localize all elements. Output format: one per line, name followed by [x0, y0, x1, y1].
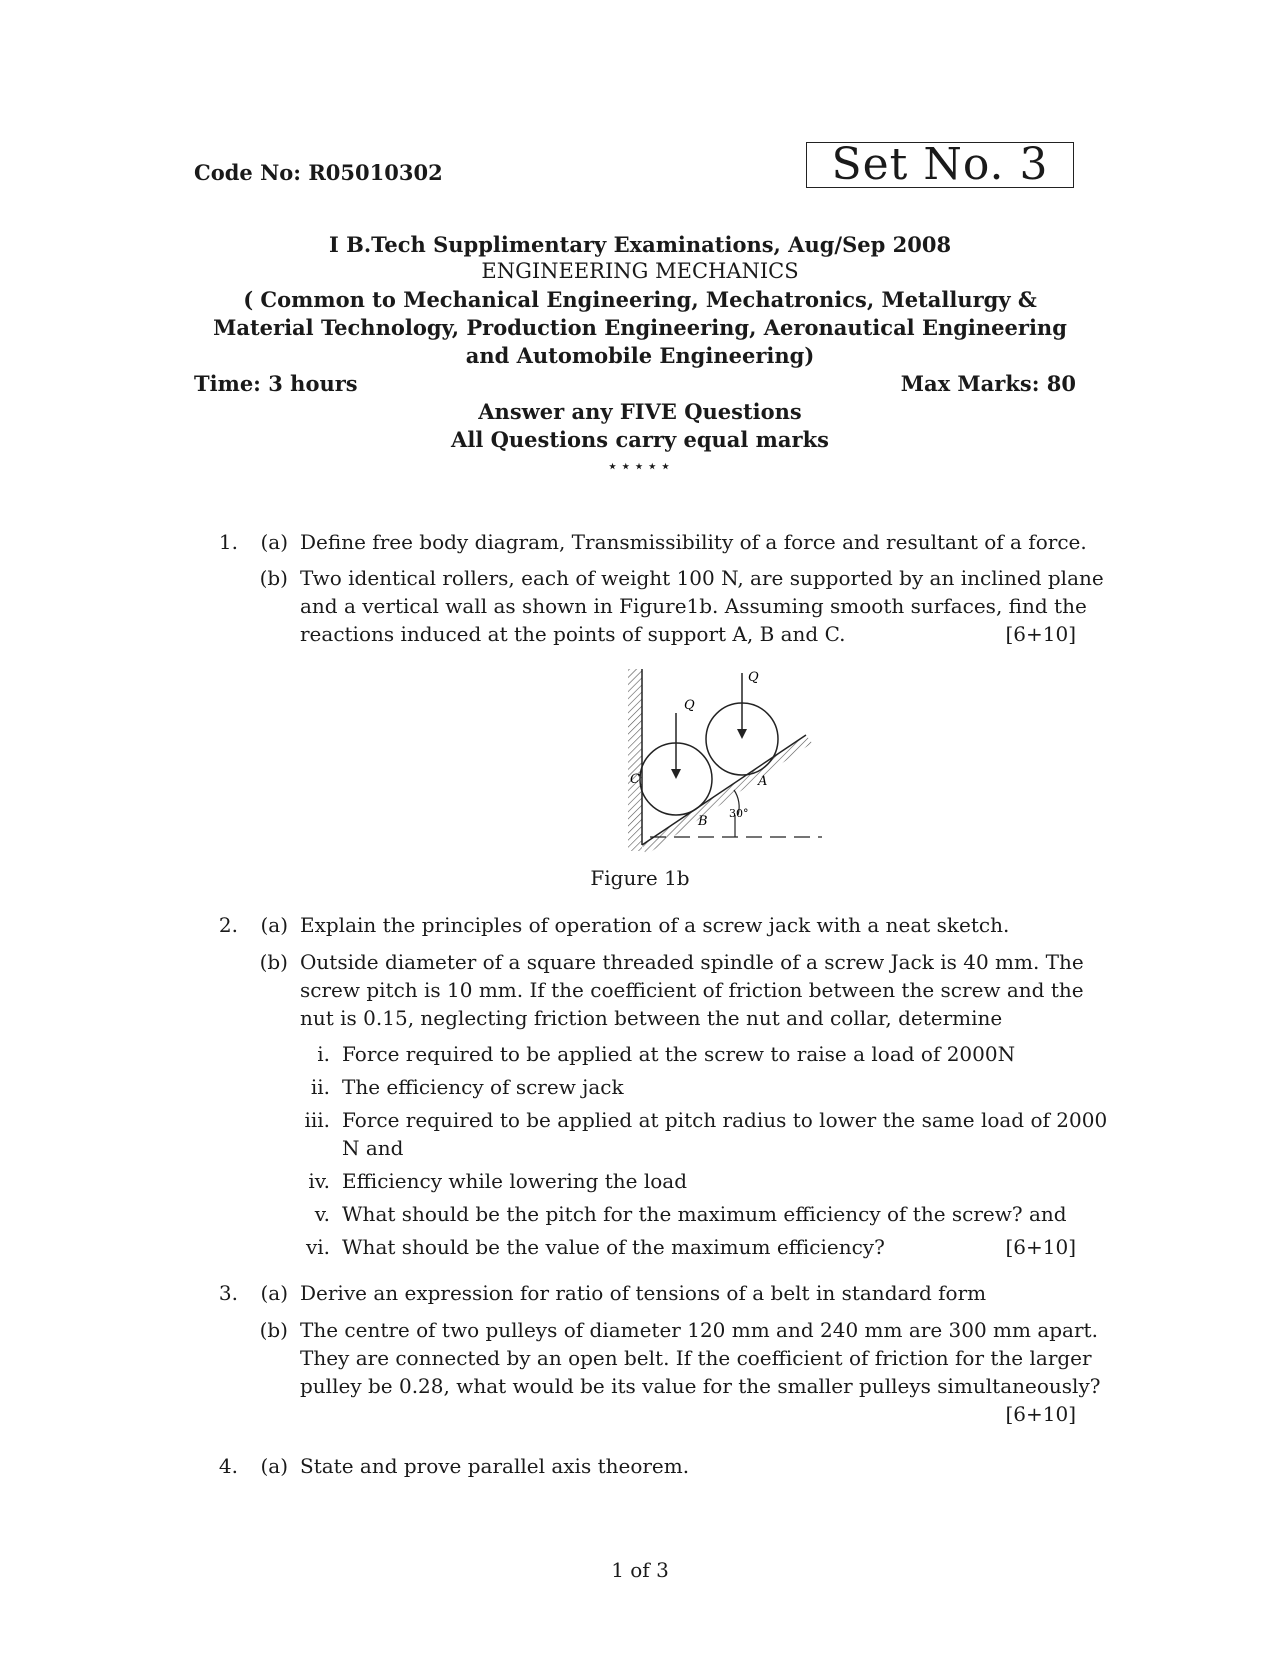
max-marks: Max Marks: 80 [900, 371, 1076, 396]
question-2-item-vi-label: vi. [305, 1235, 330, 1259]
set-number-box [806, 139, 1074, 190]
question-2-item-i-text: Force required to be applied at the screw to raise a load of 2000N [342, 1042, 1016, 1066]
figure-1b [626, 665, 822, 861]
question-2-item-iii-label: iii. [304, 1108, 330, 1132]
label-a: A [758, 774, 768, 789]
question-4-number: 4. [218, 1454, 238, 1478]
load-arrowhead-upper [737, 729, 747, 739]
question-2-item-v-text: What should be the pitch for the maximum efficiency of the screw? and [342, 1202, 1067, 1226]
question-4a-text: State and prove parallel axis theorem. [300, 1454, 690, 1478]
question-2b-line-1: Outside diameter of a square threaded spindle of a screw Jack is 40 mm. The [300, 950, 1084, 974]
question-3b-line-3: pulley be 0.28, what would be its value for the smaller pulleys simultaneously? [300, 1374, 1101, 1398]
question-3a-text: Derive an expression for ratio of tensions of a belt in standard form [300, 1281, 987, 1305]
label-c: C [630, 772, 640, 787]
page-number: 1 of 3 [611, 1558, 669, 1582]
question-1-marks: [6+10] [1005, 622, 1076, 646]
question-2b-label: (b) [259, 950, 288, 974]
subject-title: ENGINEERING MECHANICS [481, 259, 799, 283]
question-2-item-ii-label: ii. [310, 1075, 330, 1099]
question-2-number: 2. [218, 913, 238, 937]
question-2-item-iii-line-2: N and [342, 1136, 404, 1160]
common-to-line-1: ( Common to Mechanical Engineering, Mechatronics, Metallurgy & [243, 287, 1037, 312]
rollers-diagram [626, 665, 822, 861]
question-2-item-v-label: v. [314, 1202, 330, 1226]
question-2b-line-3: nut is 0.15, neglecting friction between the nut and collar, determine [300, 1006, 1003, 1030]
question-4a-label: (a) [260, 1454, 288, 1478]
question-2-item-iii-line-1: Force required to be applied at pitch radius to lower the same load of 2000 [342, 1108, 1108, 1132]
question-2-item-iv-text: Efficiency while lowering the load [342, 1169, 688, 1193]
exam-title: I B.Tech Supplimentary Examinations, Aug/Sep 2008 [328, 232, 952, 257]
label-q-lower: Q [684, 698, 695, 713]
common-to-line-2: Material Technology, Production Engineering, Aeronautical Engineering [213, 315, 1067, 340]
question-2-item-iv-label: iv. [308, 1169, 330, 1193]
set-number: Set No. 3 [831, 139, 1049, 190]
question-1b-line-1: Two identical rollers, each of weight 100 N, are supported by an inclined plane [300, 566, 1104, 590]
code-number: Code No: R05010302 [194, 160, 443, 185]
common-to-line-3: and Automobile Engineering) [465, 343, 815, 368]
question-3a-label: (a) [260, 1281, 288, 1305]
question-2b-line-2: screw pitch is 10 mm. If the coefficient of friction between the screw and the [300, 978, 1084, 1002]
label-q-upper: Q [748, 670, 759, 685]
question-1b-label: (b) [259, 566, 288, 590]
question-1-number: 1. [218, 530, 238, 554]
time-allowed: Time: 3 hours [194, 371, 358, 396]
load-arrowhead-lower [671, 769, 681, 779]
inclined-plane [642, 735, 806, 845]
question-3-marks: [6+10] [1005, 1402, 1076, 1426]
question-2a-text: Explain the principles of operation of a screw jack with a neat sketch. [300, 913, 1010, 937]
question-2-item-vi-text: What should be the value of the maximum efficiency? [342, 1235, 885, 1259]
question-2a-label: (a) [260, 913, 288, 937]
question-2-item-ii-text: The efficiency of screw jack [342, 1075, 624, 1099]
instruction-answer-five: Answer any FIVE Questions [478, 399, 802, 424]
question-2-item-i-label: i. [317, 1042, 330, 1066]
figure-1b-caption: Figure 1b [590, 866, 690, 890]
stars-separator: ⋆⋆⋆⋆⋆ [606, 456, 674, 477]
instruction-equal-marks: All Questions carry equal marks [451, 427, 829, 452]
label-angle: 30° [729, 807, 749, 820]
label-b: B [698, 814, 708, 829]
question-3b-line-2: They are connected by an open belt. If the coefficient of friction for the larger [300, 1346, 1092, 1370]
question-3-number: 3. [218, 1281, 238, 1305]
question-1b-line-3: reactions induced at the points of support A, B and C. [300, 622, 846, 646]
question-3b-label: (b) [259, 1318, 288, 1342]
question-2-marks: [6+10] [1005, 1235, 1076, 1259]
question-1a-text: Define free body diagram, Transmissibility of a force and resultant of a force. [300, 530, 1087, 554]
question-1a-label: (a) [260, 530, 288, 554]
wall-hatching [628, 669, 642, 851]
question-3b-line-1: The centre of two pulleys of diameter 120 mm and 240 mm are 300 mm apart. [300, 1318, 1098, 1342]
question-1b-line-2: and a vertical wall as shown in Figure1b. Assuming smooth surfaces, find the [300, 594, 1087, 618]
